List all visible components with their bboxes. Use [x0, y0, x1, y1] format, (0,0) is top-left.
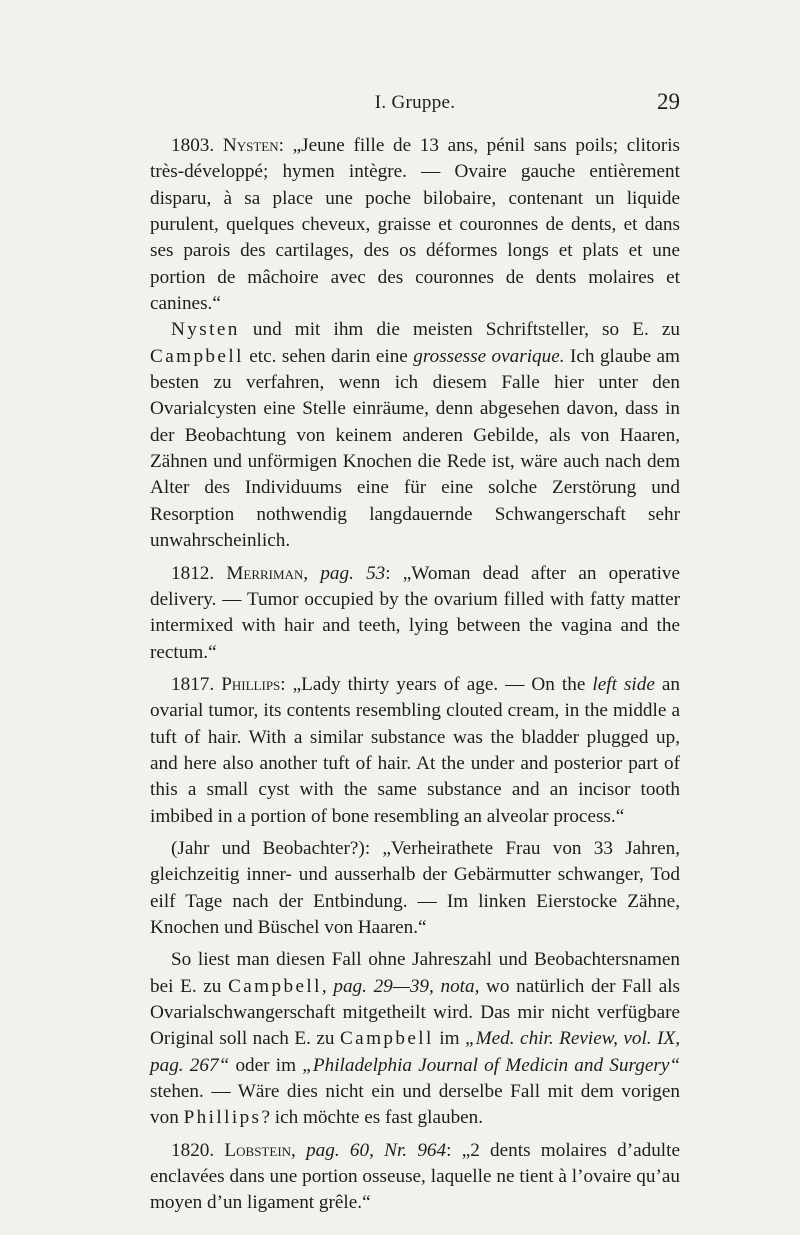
entry-text: (Jahr und Beobachter?): „Verheirathete Frau von 33 Jahren, gleichzeitig inner- und ausserhalb der Gebärmutter schwanger, Tod eilf Tage nach der Entbindung. — Im linken Eierstocke Zähne, Knochen und Büschel von Haaren.“ — [150, 837, 680, 938]
text-run: im — [433, 1028, 465, 1050]
person-name: Nysten — [171, 319, 240, 341]
text-run: So liest man diesen Fall ohne Jahreszahl und Beobachtersnamen bei E. zu — [150, 949, 680, 997]
entry-year: 1803. — [171, 135, 215, 156]
text-run: : „Lady thirty years of age. — On the — [280, 673, 593, 695]
author-name: Lobstein — [224, 1139, 292, 1161]
italic-term: grossesse ovarique. — [413, 345, 565, 367]
text-run: , — [303, 562, 321, 584]
citation: pag. 29—39, nota, — [333, 975, 480, 997]
text-run: wo natürlich der Fall als Ovarialschwangerschaft mitgetheilt wird. Das mir nicht verfügbare Original soll nach E. zu — [150, 975, 681, 1050]
entry-text: : „Jeune fille de 13 ans, pénil sans poils; clitoris très-développé; hymen intègre. — Ovaire gauche entièrement disparu, à sa place une poche bilobaire, contenant un liquide purulent, quelques cheveux, graisse et couronnes de dents, et dans ses parois des cartilages, des os déformes longs et plats et une portion de mâchoire avec des couronnes de dents molaires et canines.“ — [150, 135, 681, 315]
entry-text: : „Woman dead after an operative delivery. — Tumor occupied by the ovarium filled with fatty matter intermixed with hair and teeth, lying between the vagina and the rectum.“ — [150, 562, 681, 663]
entry-text: an ovarial tumor, its contents resembling clouted cream, in the middle a tuft of hair. With a similar substance was the bladder plugged up, and here also another tuft of hair. At the under and posterior part of this a small cyst with the same substance and an incisor tooth imbibed in a portion of bone resembling an alveolar process.“ — [150, 673, 681, 827]
citation: „Med. chir. Review, vol. IX, pag. 267“ — [150, 1028, 680, 1076]
entry-text: : „2 dents molaires d’adulte enclavées dans une portion osseuse, laquelle ne tient à l’ovaire qu’au moyen d’un ligament grêle.“ — [150, 1139, 680, 1214]
citation: pag. 60, Nr. 964 — [306, 1139, 447, 1161]
text-run: , — [321, 975, 334, 997]
body-text — [150, 133, 680, 1217]
entry-1820 — [150, 1138, 680, 1217]
text-run: etc. sehen darin eine — [243, 345, 414, 367]
person-name: Campbell — [228, 975, 322, 997]
person-name: Campbell — [339, 1028, 434, 1050]
text-run: , — [291, 1139, 307, 1161]
commentary-paragraph-2 — [150, 947, 680, 1131]
running-title: I. Gruppe. — [374, 92, 456, 113]
text-run: ? ich möchte es fast glauben. — [261, 1107, 484, 1129]
entry-year: 1812. — [171, 562, 215, 584]
entry-year: 1820. — [171, 1139, 215, 1161]
commentary-paragraph-1 — [150, 317, 680, 554]
author-name: Merriman — [226, 562, 304, 584]
text-run: Ich glaube am besten zu verfahren, wenn ich diesem Falle hier unter den Ovarialcysten eine Stelle einräume, denn abgesehen davon, dass in der Beobachtung von keinem anderen Gebilde, als von Haaren, Zähnen und unförmigen Knochen die Rede ist, wäre auch nach dem Alter des Individuums eine für eine solche Zerstörung und Resorption nothwendig langdauernde Schwangerschaft sehr unwahrscheinlich. — [150, 345, 680, 552]
citation: „Philadelphia Journal of Medicin and Surgery“ — [302, 1054, 681, 1076]
citation: pag. 53 — [320, 562, 386, 584]
text-run: stehen. — Wäre dies nicht ein und derselbe Fall mit dem vorigen von — [150, 1081, 680, 1129]
entry-1803 — [150, 133, 680, 317]
entry-year: 1817. — [171, 673, 215, 695]
page-header — [150, 89, 680, 120]
italic-term: left side — [592, 673, 655, 695]
person-name: Phillips — [183, 1107, 262, 1129]
person-name: Campbell — [150, 345, 244, 367]
page-number: 29 — [657, 89, 680, 114]
author-name: Phillips — [221, 673, 281, 695]
entry-1817 — [150, 672, 680, 830]
entry-1812 — [150, 561, 680, 666]
author-name: Nysten — [222, 135, 279, 156]
entry-unknown — [150, 836, 680, 941]
text-run: oder im — [229, 1054, 303, 1076]
text-run: und mit ihm die meisten Schriftsteller, so E. zu — [239, 319, 680, 341]
